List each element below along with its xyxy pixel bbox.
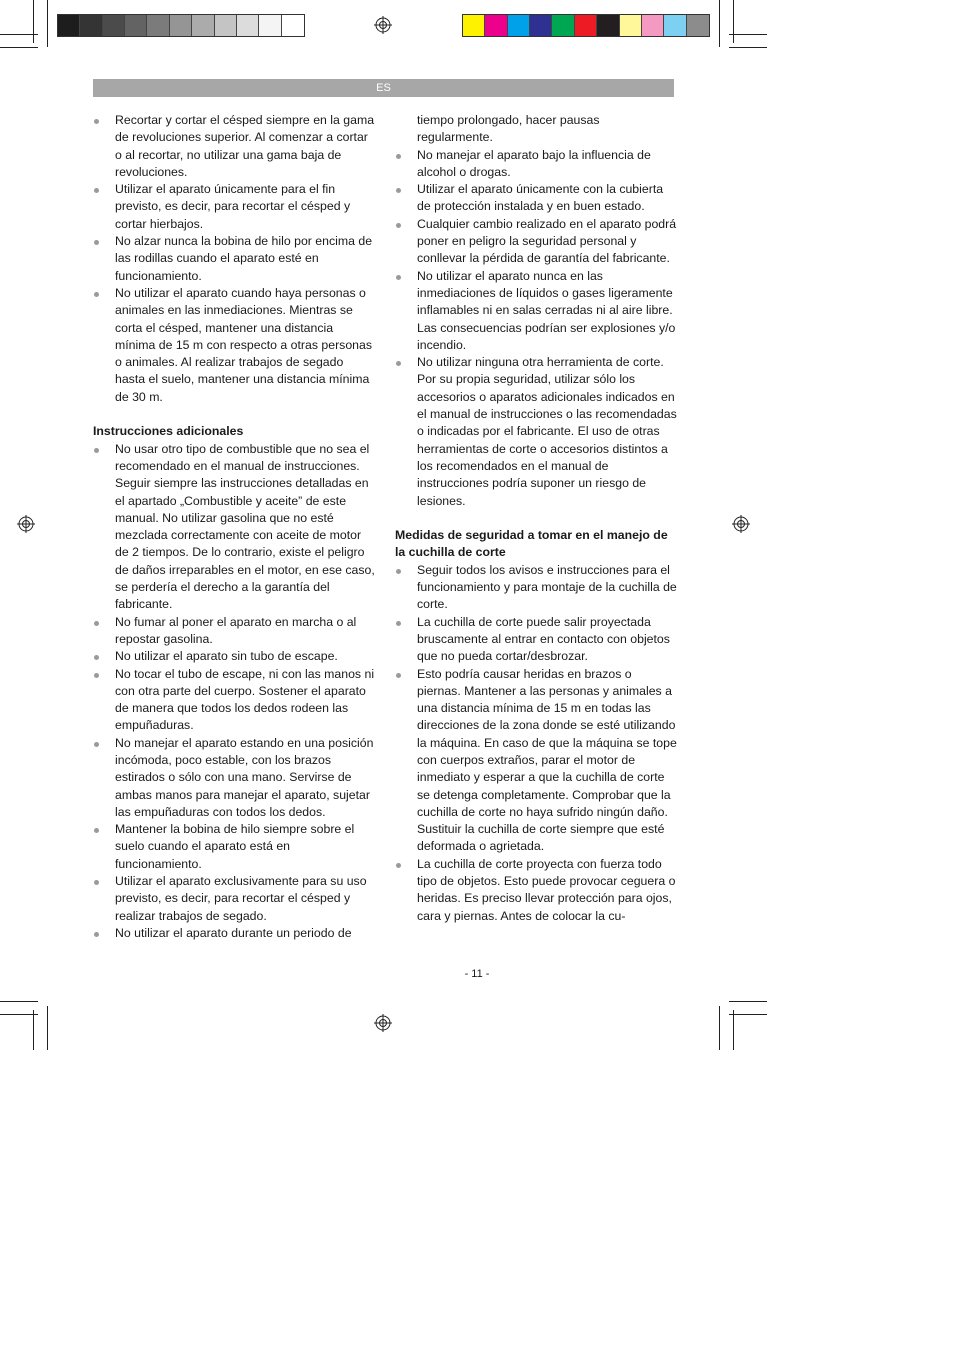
- list-item: Recortar y cortar el césped siempre en la gama de revoluciones superior. Al comenzar a cortar o al recortar, no utilizar una gama baja de revoluciones.: [93, 112, 375, 181]
- color-swatch: [125, 15, 147, 36]
- list-item: La cuchilla de corte proyecta con fuerza todo tipo de objetos. Esto puede provocar ceguera o heridas. Es preciso llevar protección para ojos, cara y piernas. Antes de colocar la cu-: [395, 856, 677, 925]
- color-swatch: [530, 15, 552, 36]
- list-item: No utilizar el aparato nunca en las inmediaciones de líquidos o gases ligeramente inflamables ni en salas cerradas ni al aire libre. Las consecuencias podrían ser explosiones y/o incendio.: [395, 268, 677, 354]
- color-swatch: [103, 15, 125, 36]
- list-item: La cuchilla de corte puede salir proyectada bruscamente al entrar en contacto con objetos que no pueda cortar/desbrozar.: [395, 614, 677, 666]
- list-item: No tocar el tubo de escape, ni con las manos ni con otra parte del cuerpo. Sostener el aparato de manera que todos los dedos rodeen las empuñaduras.: [93, 666, 375, 735]
- safety-list: [395, 147, 677, 510]
- list-item: Mantener la bobina de hilo siempre sobre el suelo cuando el aparato está en funcionamiento.: [93, 821, 375, 873]
- continuation-list: [395, 112, 677, 147]
- crop-mark: [33, 1010, 34, 1050]
- list-item: No usar otro tipo de combustible que no sea el recomendado en el manual de instrucciones. Seguir siempre las instrucciones detalladas en el apartado „Combustible y aceite” de este manual. No utilizar gasolina que no esté mezclada correctamente con aceite de motor de 2 tiempos. De lo contrario, existe el peligro de daños irreparables en el motor, en ese caso, se perdería el derecho a la garantía del fabricante.: [93, 441, 375, 614]
- blade-safety-list: [395, 562, 677, 925]
- color-swatch: [192, 15, 214, 36]
- list-item: Utilizar el aparato exclusivamente para su uso previsto, es decir, para recortar el césped y realizar trabajos de segado.: [93, 873, 375, 925]
- color-swatch: [664, 15, 686, 36]
- list-item: No utilizar el aparato durante un periodo de: [93, 925, 375, 942]
- color-swatch: [552, 15, 574, 36]
- crop-mark: [33, 0, 34, 43]
- section-heading: Medidas de seguridad a tomar en el manejo de la cuchilla de corte: [395, 528, 668, 560]
- registration-mark-icon: [17, 515, 35, 533]
- color-swatch: [58, 15, 80, 36]
- crop-mark: [47, 0, 48, 47]
- list-item: No utilizar el aparato sin tubo de escape.: [93, 648, 375, 665]
- color-swatch: [485, 15, 507, 36]
- crop-mark: [719, 0, 720, 47]
- crop-mark: [729, 1001, 767, 1002]
- color-swatch: [237, 15, 259, 36]
- left-column: [93, 112, 375, 942]
- crop-mark: [733, 0, 734, 43]
- crop-mark: [729, 47, 767, 48]
- color-swatch: [508, 15, 530, 36]
- list-item: No utilizar ninguna otra herramienta de corte. Por su propia seguridad, utilizar sólo los accesorios o aparatos adicionales indicados en el manual de instrucciones o las recomendadas o indicadas por el fabricante. El uso de otras herramientas de corte o accesorios distintos a los recomendados en el manual de instrucciones podría suponer un riesgo de lesiones.: [395, 354, 677, 510]
- color-swatch: [80, 15, 102, 36]
- color-swatch: [620, 15, 642, 36]
- color-swatch: [170, 15, 192, 36]
- color-swatch: [282, 15, 304, 36]
- gray-calibration-bar: [57, 14, 305, 37]
- list-item: Utilizar el aparato únicamente con la cubierta de protección instalada y en buen estado.: [395, 181, 677, 216]
- crop-mark: [0, 1001, 38, 1002]
- list-item: No manejar el aparato estando en una posición incómoda, poco estable, con los brazos estirados o sólo con una mano. Servirse de ambas manos para manejar el aparato, sujetar las empuñaduras con todos los dedos.: [93, 735, 375, 821]
- registration-mark-icon: [374, 16, 392, 34]
- list-item: No manejar el aparato bajo la influencia de alcohol o drogas.: [395, 147, 677, 182]
- list-item: No alzar nunca la bobina de hilo por encima de las rodillas cuando el aparato esté en funcionamiento.: [93, 233, 375, 285]
- crop-mark: [47, 1006, 48, 1050]
- list-item: No utilizar el aparato cuando haya personas o animales en las inmediaciones. Mientras se corta el césped, mantener una distancia mínima de 15 m con respecto a otras personas o animales. Al realizar trabajos de segado hasta el suelo, mantener una distancia mínima de 30 m.: [93, 285, 375, 406]
- list-item-continuation: tiempo prolongado, hacer pausas regularmente.: [417, 113, 600, 145]
- registration-mark-icon: [732, 515, 750, 533]
- crop-mark: [729, 34, 767, 35]
- color-swatch: [575, 15, 597, 36]
- color-swatch: [147, 15, 169, 36]
- list-item: Seguir todos los avisos e instrucciones para el funcionamiento y para montaje de la cuchilla de corte.: [395, 562, 677, 614]
- color-swatch: [687, 15, 709, 36]
- crop-mark: [729, 1014, 767, 1015]
- color-swatch: [597, 15, 619, 36]
- crop-mark: [719, 1006, 720, 1050]
- section-heading: Instrucciones adicionales: [93, 424, 244, 439]
- color-swatch: [463, 15, 485, 36]
- safety-list: [93, 112, 375, 406]
- list-item: No fumar al poner el aparato en marcha o al repostar gasolina.: [93, 614, 375, 649]
- additional-instructions-list: [93, 441, 375, 943]
- color-swatch: [259, 15, 281, 36]
- list-item: Cualquier cambio realizado en el aparato podrá poner en peligro la seguridad personal y conllevar la pérdida de garantía del fabricante.: [395, 216, 677, 268]
- crop-mark: [733, 1010, 734, 1050]
- color-calibration-bar: [462, 14, 710, 37]
- list-item: Utilizar el aparato únicamente para el fin previsto, es decir, para recortar el césped y cortar hierbajos.: [93, 181, 375, 233]
- right-column: [395, 112, 677, 925]
- color-swatch: [215, 15, 237, 36]
- crop-mark: [0, 47, 38, 48]
- registration-mark-icon: [374, 1014, 392, 1032]
- color-swatch: [642, 15, 664, 36]
- list-item: Esto podría causar heridas en brazos o piernas. Mantener a las personas y animales a una distancia mínima de 15 m en todas las direcciones de la zona donde se esté utilizando la máquina. En caso de que la máquina se tope con cuerpos extraños, parar el motor de inmediato y esperar a que la cuchilla de corte se detenga completamente. Comprobar que la cuchilla de corte no haya sufrido ningún daño. Sustituir la cuchilla de corte siempre que esté deformada o agrietada.: [395, 666, 677, 856]
- page-number: - 11 -: [464, 968, 490, 980]
- language-header: ES: [93, 79, 674, 97]
